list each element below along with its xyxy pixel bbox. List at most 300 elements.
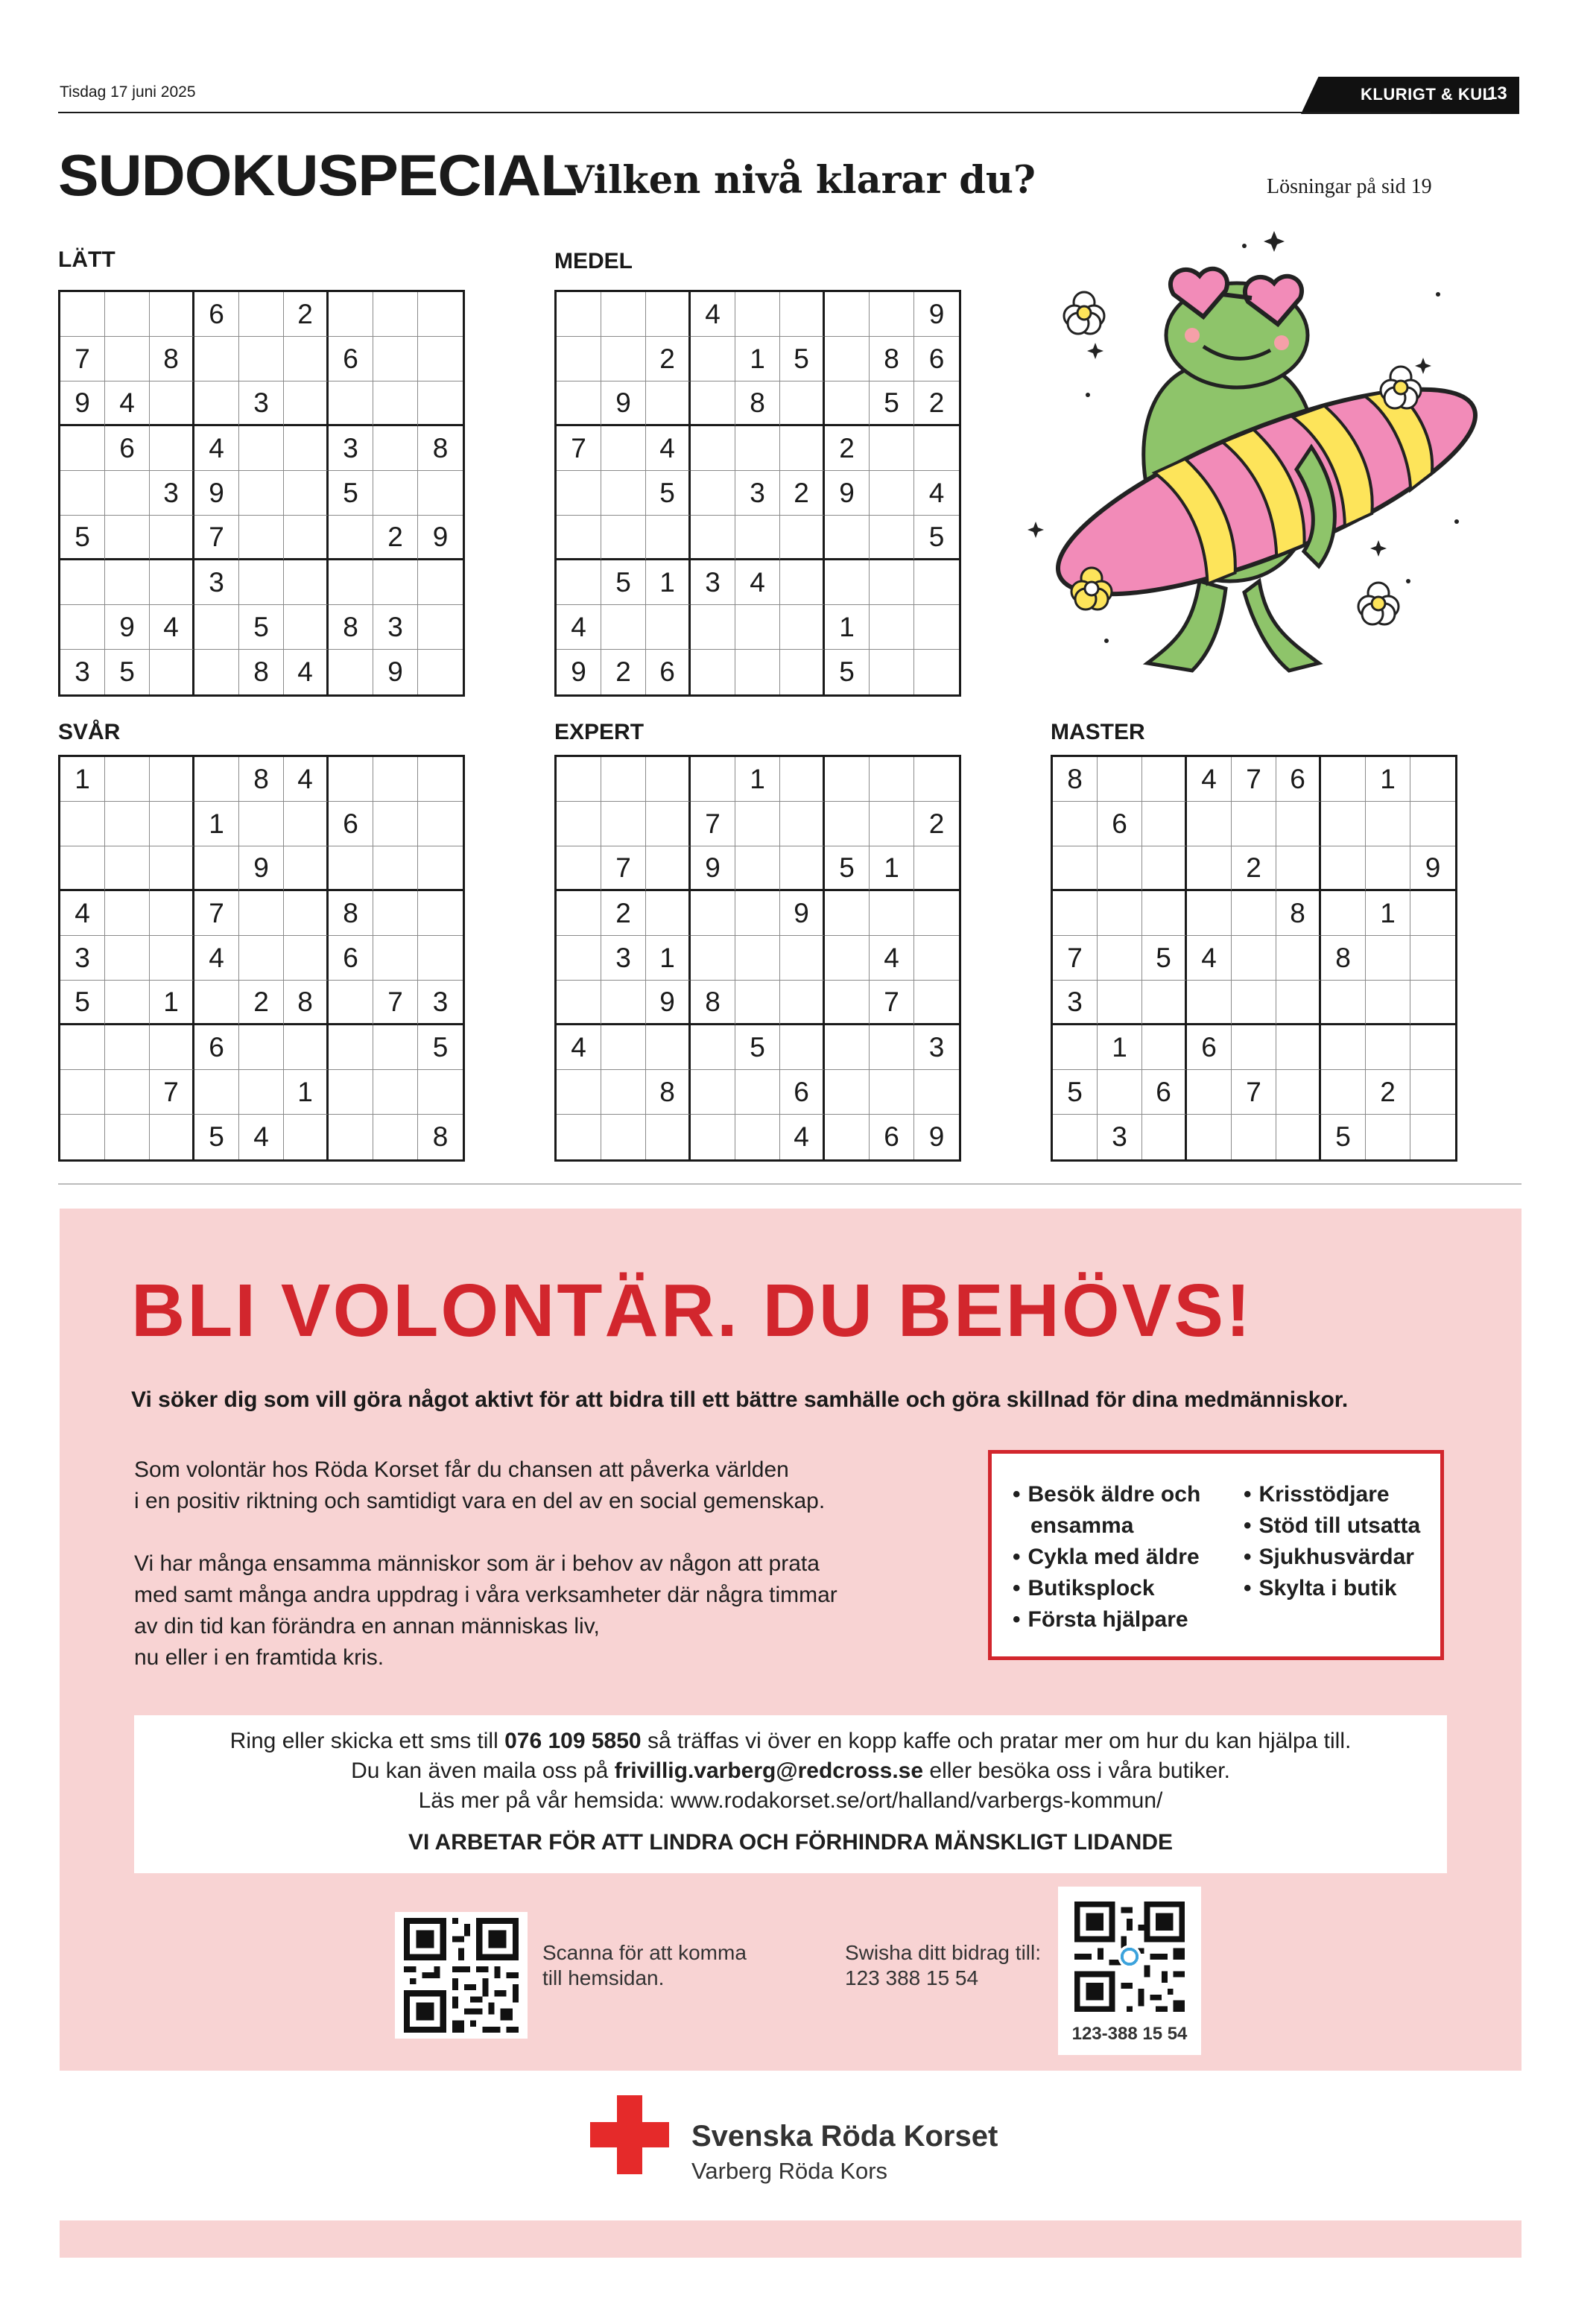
sudoku-cell[interactable] [1098, 936, 1142, 981]
sudoku-cell[interactable] [1366, 1115, 1410, 1159]
sudoku-cell[interactable] [373, 381, 418, 426]
sudoku-cell[interactable] [105, 757, 150, 802]
sudoku-cell[interactable] [373, 471, 418, 516]
sudoku-cell[interactable] [646, 757, 691, 802]
sudoku-cell[interactable] [825, 292, 870, 337]
sudoku-cell[interactable] [418, 1070, 463, 1115]
sudoku-cell[interactable] [557, 560, 601, 605]
sudoku-cell[interactable] [1410, 757, 1455, 802]
sudoku-cell[interactable] [870, 471, 914, 516]
sudoku-cell[interactable] [60, 1070, 105, 1115]
sudoku-cell[interactable] [735, 650, 780, 694]
sudoku-cell[interactable] [1410, 802, 1455, 846]
sudoku-cell[interactable] [691, 605, 735, 650]
sudoku-cell[interactable] [1366, 981, 1410, 1025]
sudoku-cell[interactable] [1366, 936, 1410, 981]
sudoku-cell[interactable] [735, 1115, 780, 1159]
sudoku-cell[interactable] [373, 292, 418, 337]
sudoku-cell[interactable] [601, 981, 646, 1025]
sudoku-cell[interactable] [194, 846, 239, 891]
sudoku-cell[interactable] [373, 1115, 418, 1159]
sudoku-cell[interactable] [150, 846, 194, 891]
sudoku-cell[interactable] [1053, 802, 1098, 846]
sudoku-cell[interactable] [239, 936, 284, 981]
sudoku-cell[interactable] [373, 337, 418, 381]
sudoku-cell[interactable] [1142, 846, 1187, 891]
sudoku-cell: 4 [105, 381, 150, 426]
sudoku-cell[interactable] [194, 381, 239, 426]
sudoku-cell[interactable] [284, 381, 329, 426]
sudoku-cell[interactable] [780, 650, 825, 694]
sudoku-cell[interactable] [150, 891, 194, 936]
sudoku-cell[interactable] [284, 802, 329, 846]
sudoku-cell: 1 [870, 846, 914, 891]
sudoku-cell[interactable] [870, 757, 914, 802]
sudoku-cell[interactable] [418, 381, 463, 426]
sudoku-cell[interactable] [691, 471, 735, 516]
sudoku-cell[interactable] [1276, 981, 1321, 1025]
sudoku-cell[interactable] [284, 471, 329, 516]
sudoku-cell[interactable] [1187, 846, 1232, 891]
sudoku-cell[interactable] [105, 1025, 150, 1070]
sudoku-cell[interactable] [735, 426, 780, 471]
sudoku-cell[interactable] [870, 650, 914, 694]
sudoku-cell[interactable] [1187, 1070, 1232, 1115]
sudoku-cell[interactable] [418, 605, 463, 650]
sudoku-cell[interactable] [1187, 891, 1232, 936]
sudoku-cell[interactable] [105, 936, 150, 981]
sudoku-cell[interactable] [557, 381, 601, 426]
sudoku-cell[interactable] [646, 605, 691, 650]
sudoku-cell[interactable] [1321, 891, 1366, 936]
sudoku-cell[interactable] [60, 802, 105, 846]
sudoku-cell[interactable] [735, 981, 780, 1025]
contact-text: Du kan även maila oss på [351, 1758, 609, 1783]
sudoku-cell: 1 [1098, 1025, 1142, 1070]
sudoku-cell[interactable] [373, 891, 418, 936]
sudoku-cell[interactable] [194, 650, 239, 694]
sudoku-cell[interactable] [105, 846, 150, 891]
sudoku-cell[interactable] [914, 981, 959, 1025]
sudoku-cell[interactable] [1142, 1115, 1187, 1159]
sudoku-cell[interactable] [780, 757, 825, 802]
sudoku-cell[interactable] [735, 936, 780, 981]
level-label-expert: EXPERT [554, 720, 645, 744]
sudoku-cell: 1 [646, 936, 691, 981]
sudoku-cell[interactable] [1053, 1025, 1098, 1070]
org-name: Svenska Röda Korset [691, 2120, 998, 2153]
sudoku-cell[interactable] [239, 1070, 284, 1115]
sudoku-cell[interactable] [601, 1025, 646, 1070]
sudoku-cell: 5 [418, 1025, 463, 1070]
sudoku-cell[interactable] [239, 292, 284, 337]
section-divider [58, 1183, 1521, 1185]
sudoku-cell[interactable] [1276, 1025, 1321, 1070]
sudoku-cell[interactable] [105, 1070, 150, 1115]
sudoku-cell[interactable] [194, 605, 239, 650]
sudoku-cell[interactable] [825, 560, 870, 605]
sudoku-cell[interactable] [1098, 981, 1142, 1025]
sudoku-cell[interactable] [825, 757, 870, 802]
sudoku-cell[interactable] [601, 292, 646, 337]
sudoku-cell[interactable] [284, 516, 329, 560]
task-item: • Cykla med äldre [1013, 1542, 1200, 1573]
sudoku-cell[interactable] [646, 802, 691, 846]
task-item: • Sjukhusvärdar [1244, 1542, 1420, 1573]
sudoku-cell[interactable] [284, 426, 329, 471]
sudoku-cell[interactable] [646, 891, 691, 936]
sudoku-cell[interactable] [914, 757, 959, 802]
sudoku-cell[interactable] [601, 471, 646, 516]
sudoku-cell[interactable] [105, 292, 150, 337]
sudoku-cell[interactable] [60, 426, 105, 471]
sudoku-cell[interactable] [825, 516, 870, 560]
sudoku-cell[interactable] [780, 560, 825, 605]
sudoku-cell[interactable] [691, 381, 735, 426]
sudoku-cell[interactable] [418, 936, 463, 981]
sudoku-cell[interactable] [60, 471, 105, 516]
sudoku-cell[interactable] [329, 1070, 373, 1115]
sudoku-cell[interactable] [373, 846, 418, 891]
sudoku-cell[interactable] [870, 802, 914, 846]
sudoku-cell[interactable] [825, 802, 870, 846]
sudoku-cell[interactable] [284, 337, 329, 381]
sudoku-cell[interactable] [329, 560, 373, 605]
sudoku-cell[interactable] [329, 846, 373, 891]
sudoku-cell[interactable] [105, 560, 150, 605]
sudoku-cell[interactable] [150, 1115, 194, 1159]
sudoku-cell[interactable] [691, 891, 735, 936]
sudoku-cell[interactable] [691, 1070, 735, 1115]
sudoku-cell[interactable] [914, 650, 959, 694]
sudoku-cell[interactable] [1366, 1025, 1410, 1070]
sudoku-cell[interactable] [1053, 891, 1098, 936]
sudoku-cell[interactable] [1232, 981, 1276, 1025]
contact-email[interactable]: frivillig.varberg@redcross.se [614, 1758, 924, 1783]
sudoku-cell[interactable] [735, 846, 780, 891]
sudoku-cell[interactable] [1321, 757, 1366, 802]
sudoku-cell: 2 [780, 471, 825, 516]
sudoku-cell[interactable] [825, 337, 870, 381]
sudoku-cell[interactable] [1321, 1025, 1366, 1070]
sudoku-cell[interactable] [870, 605, 914, 650]
sudoku-cell[interactable] [284, 1025, 329, 1070]
sudoku-cell[interactable] [1142, 757, 1187, 802]
sudoku-cell[interactable] [329, 1025, 373, 1070]
sudoku-cell[interactable] [646, 1115, 691, 1159]
sudoku-cell[interactable] [150, 426, 194, 471]
sudoku-cell[interactable] [373, 936, 418, 981]
sudoku-cell[interactable] [418, 891, 463, 936]
sudoku-cell[interactable] [150, 560, 194, 605]
sudoku-cell[interactable] [691, 1115, 735, 1159]
sudoku-cell[interactable] [557, 981, 601, 1025]
sudoku-cell[interactable] [601, 802, 646, 846]
sudoku-cell[interactable] [373, 560, 418, 605]
sudoku-cell[interactable] [150, 757, 194, 802]
sudoku-cell[interactable] [1366, 802, 1410, 846]
sudoku-cell[interactable] [825, 981, 870, 1025]
sudoku-cell[interactable] [691, 650, 735, 694]
sudoku-cell[interactable] [150, 936, 194, 981]
sudoku-cell[interactable] [1053, 846, 1098, 891]
sudoku-cell: 3 [418, 981, 463, 1025]
sudoku-cell[interactable] [373, 757, 418, 802]
sudoku-cell[interactable] [870, 292, 914, 337]
sudoku-cell[interactable] [646, 292, 691, 337]
sudoku-cell[interactable] [691, 426, 735, 471]
sudoku-cell[interactable] [1321, 846, 1366, 891]
task-list-right [1244, 1479, 1420, 1604]
sudoku-cell[interactable] [601, 605, 646, 650]
sudoku-master [1051, 755, 1457, 1162]
sudoku-cell[interactable] [1276, 802, 1321, 846]
sudoku-cell[interactable] [780, 936, 825, 981]
sudoku-cell[interactable] [735, 516, 780, 560]
sudoku-cell[interactable] [1232, 1115, 1276, 1159]
sudoku-cell[interactable] [329, 381, 373, 426]
sudoku-cell[interactable] [60, 1115, 105, 1159]
sudoku-cell[interactable] [105, 471, 150, 516]
sudoku-cell[interactable] [373, 1070, 418, 1115]
sudoku-cell[interactable] [329, 516, 373, 560]
sudoku-cell[interactable] [1321, 1070, 1366, 1115]
sudoku-cell[interactable] [780, 846, 825, 891]
sudoku-cell[interactable] [284, 936, 329, 981]
sudoku-cell[interactable] [825, 936, 870, 981]
sudoku-cell[interactable] [284, 605, 329, 650]
sudoku-cell[interactable] [825, 1070, 870, 1115]
sudoku-cell[interactable] [418, 757, 463, 802]
sudoku-cell[interactable] [1410, 981, 1455, 1025]
sudoku-cell[interactable] [418, 846, 463, 891]
sudoku-cell[interactable] [60, 1025, 105, 1070]
sudoku-cell[interactable] [780, 1025, 825, 1070]
sudoku-cell[interactable] [914, 560, 959, 605]
sudoku-cell[interactable] [105, 1115, 150, 1159]
sudoku-cell[interactable] [557, 757, 601, 802]
sudoku-cell[interactable] [105, 891, 150, 936]
sudoku-cell[interactable] [1232, 1025, 1276, 1070]
sudoku-cell[interactable] [284, 846, 329, 891]
sudoku-cell[interactable] [418, 802, 463, 846]
sudoku-cell[interactable] [105, 802, 150, 846]
sudoku-cell[interactable] [105, 516, 150, 560]
sudoku-cell[interactable] [1410, 1025, 1455, 1070]
sudoku-cell[interactable] [914, 605, 959, 650]
sudoku-cell[interactable] [1187, 981, 1232, 1025]
sudoku-cell[interactable] [1098, 757, 1142, 802]
sudoku-cell[interactable] [239, 802, 284, 846]
sudoku-cell[interactable] [646, 846, 691, 891]
sudoku-cell[interactable] [329, 292, 373, 337]
sudoku-cell[interactable] [418, 471, 463, 516]
sudoku-cell[interactable] [691, 516, 735, 560]
sudoku-cell[interactable] [1142, 981, 1187, 1025]
sudoku-cell[interactable] [1142, 1025, 1187, 1070]
sudoku-cell[interactable] [194, 1070, 239, 1115]
sudoku-cell[interactable] [1098, 1070, 1142, 1115]
contact-phone[interactable]: 076 109 5850 [504, 1729, 642, 1753]
sudoku-cell[interactable] [780, 605, 825, 650]
sudoku-cell[interactable] [150, 650, 194, 694]
sudoku-cell[interactable] [735, 605, 780, 650]
sudoku-cell[interactable] [601, 1070, 646, 1115]
sudoku-cell[interactable] [1276, 1115, 1321, 1159]
sudoku-cell[interactable] [914, 1070, 959, 1115]
sudoku-cell[interactable] [1410, 1115, 1455, 1159]
sudoku-cell[interactable] [870, 426, 914, 471]
sudoku-cell[interactable] [557, 846, 601, 891]
sudoku-cell[interactable] [825, 1115, 870, 1159]
sudoku-cell[interactable] [239, 471, 284, 516]
sudoku-cell[interactable] [1321, 981, 1366, 1025]
sudoku-cell[interactable] [60, 846, 105, 891]
sudoku-cell[interactable] [691, 1025, 735, 1070]
qr-caption-website [542, 1940, 747, 1991]
sudoku-cell[interactable] [735, 802, 780, 846]
sudoku-cell[interactable] [691, 936, 735, 981]
sudoku-cell[interactable] [1098, 891, 1142, 936]
sudoku-cell[interactable] [870, 1070, 914, 1115]
sudoku-cell[interactable] [557, 337, 601, 381]
level-label-master: MASTER [1051, 720, 1145, 744]
sudoku-cell[interactable] [1366, 846, 1410, 891]
sudoku-cell[interactable] [735, 1070, 780, 1115]
sudoku-cell[interactable] [1187, 802, 1232, 846]
sudoku-cell[interactable] [418, 650, 463, 694]
sudoku-cell[interactable] [557, 891, 601, 936]
sudoku-cell[interactable] [825, 381, 870, 426]
sudoku-cell[interactable] [329, 757, 373, 802]
sudoku-cell[interactable] [373, 1025, 418, 1070]
sudoku-cell[interactable] [1410, 936, 1455, 981]
sudoku-cell[interactable] [1232, 891, 1276, 936]
sudoku-cell[interactable] [780, 292, 825, 337]
sudoku-cell[interactable] [601, 757, 646, 802]
sudoku-cell[interactable] [105, 981, 150, 1025]
sudoku-cell[interactable] [284, 1115, 329, 1159]
sudoku-cell[interactable] [870, 1025, 914, 1070]
sudoku-cell[interactable] [1410, 1070, 1455, 1115]
sudoku-cell[interactable] [557, 1070, 601, 1115]
sudoku-cell[interactable] [691, 337, 735, 381]
sudoku-cell[interactable] [239, 1025, 284, 1070]
sudoku-cell[interactable] [914, 891, 959, 936]
sudoku-cell[interactable] [780, 426, 825, 471]
sudoku-cell[interactable] [1232, 802, 1276, 846]
sudoku-cell[interactable] [601, 516, 646, 560]
sudoku-cell[interactable] [601, 426, 646, 471]
sudoku-cell[interactable] [150, 381, 194, 426]
sudoku-cell[interactable] [557, 292, 601, 337]
sudoku-cell[interactable] [825, 1025, 870, 1070]
sudoku-cell[interactable] [914, 426, 959, 471]
sudoku-cell[interactable] [1053, 1115, 1098, 1159]
sudoku-cell[interactable] [825, 891, 870, 936]
sudoku-cell[interactable] [1321, 802, 1366, 846]
sudoku-cell[interactable] [239, 337, 284, 381]
sudoku-cell: 5 [825, 846, 870, 891]
sudoku-cell[interactable] [373, 426, 418, 471]
sudoku-cell[interactable] [691, 757, 735, 802]
sudoku-cell[interactable] [239, 516, 284, 560]
sudoku-cell[interactable] [239, 426, 284, 471]
sudoku-cell[interactable] [105, 337, 150, 381]
sudoku-cell[interactable] [194, 981, 239, 1025]
sudoku-cell[interactable] [150, 1025, 194, 1070]
sudoku-cell[interactable] [1410, 891, 1455, 936]
sudoku-cell[interactable] [646, 381, 691, 426]
sudoku-cell[interactable] [735, 292, 780, 337]
sudoku-cell[interactable] [418, 292, 463, 337]
sudoku-cell[interactable] [1187, 1115, 1232, 1159]
sudoku-cell[interactable] [601, 1115, 646, 1159]
swish-qr-code[interactable] [1068, 1896, 1191, 2018]
sudoku-cell[interactable] [914, 846, 959, 891]
sudoku-cell[interactable] [194, 337, 239, 381]
sudoku-cell[interactable] [557, 936, 601, 981]
sudoku-cell[interactable] [150, 516, 194, 560]
qr-code-website[interactable] [395, 1912, 528, 2039]
sudoku-cell[interactable] [329, 1115, 373, 1159]
sudoku-cell[interactable] [1276, 1070, 1321, 1115]
sudoku-cell[interactable] [284, 560, 329, 605]
sudoku-cell[interactable] [780, 981, 825, 1025]
sudoku-cell[interactable] [870, 891, 914, 936]
sudoku-cell[interactable] [150, 802, 194, 846]
sudoku-cell[interactable] [646, 516, 691, 560]
sudoku-cell[interactable] [557, 471, 601, 516]
sudoku-cell[interactable] [329, 650, 373, 694]
sudoku-cell[interactable] [418, 560, 463, 605]
sudoku-cell[interactable] [150, 292, 194, 337]
sudoku-cell[interactable] [239, 560, 284, 605]
sudoku-cell[interactable] [557, 516, 601, 560]
sudoku-cell[interactable] [646, 1025, 691, 1070]
sudoku-cell[interactable] [418, 337, 463, 381]
sudoku-cell[interactable] [1232, 936, 1276, 981]
sudoku-cell[interactable] [373, 802, 418, 846]
sudoku-cell[interactable] [1142, 891, 1187, 936]
sudoku-cell[interactable] [735, 891, 780, 936]
sudoku-cell[interactable] [601, 337, 646, 381]
sudoku-cell: 6 [329, 802, 373, 846]
sudoku-cell[interactable] [557, 802, 601, 846]
sudoku-cell[interactable] [780, 381, 825, 426]
sudoku-cell[interactable] [780, 516, 825, 560]
sudoku-cell[interactable] [870, 516, 914, 560]
sudoku-cell[interactable] [194, 757, 239, 802]
sudoku-cell[interactable] [1276, 936, 1321, 981]
sudoku-cell[interactable] [557, 1115, 601, 1159]
sudoku-cell[interactable] [60, 560, 105, 605]
sudoku-cell[interactable] [60, 292, 105, 337]
sudoku-cell: 4 [284, 650, 329, 694]
sudoku-cell[interactable] [914, 936, 959, 981]
sudoku-cell[interactable] [1142, 802, 1187, 846]
sudoku-cell[interactable] [870, 560, 914, 605]
sudoku-cell[interactable] [1098, 846, 1142, 891]
sudoku-cell[interactable] [329, 981, 373, 1025]
sudoku-cell[interactable] [1276, 846, 1321, 891]
sudoku-cell[interactable] [60, 605, 105, 650]
sudoku-cell[interactable] [780, 802, 825, 846]
swish-qr-card[interactable] [1058, 1887, 1201, 2055]
sudoku-cell[interactable] [284, 891, 329, 936]
sudoku-cell[interactable] [239, 891, 284, 936]
task-item-continuation: ensamma [1030, 1513, 1134, 1538]
